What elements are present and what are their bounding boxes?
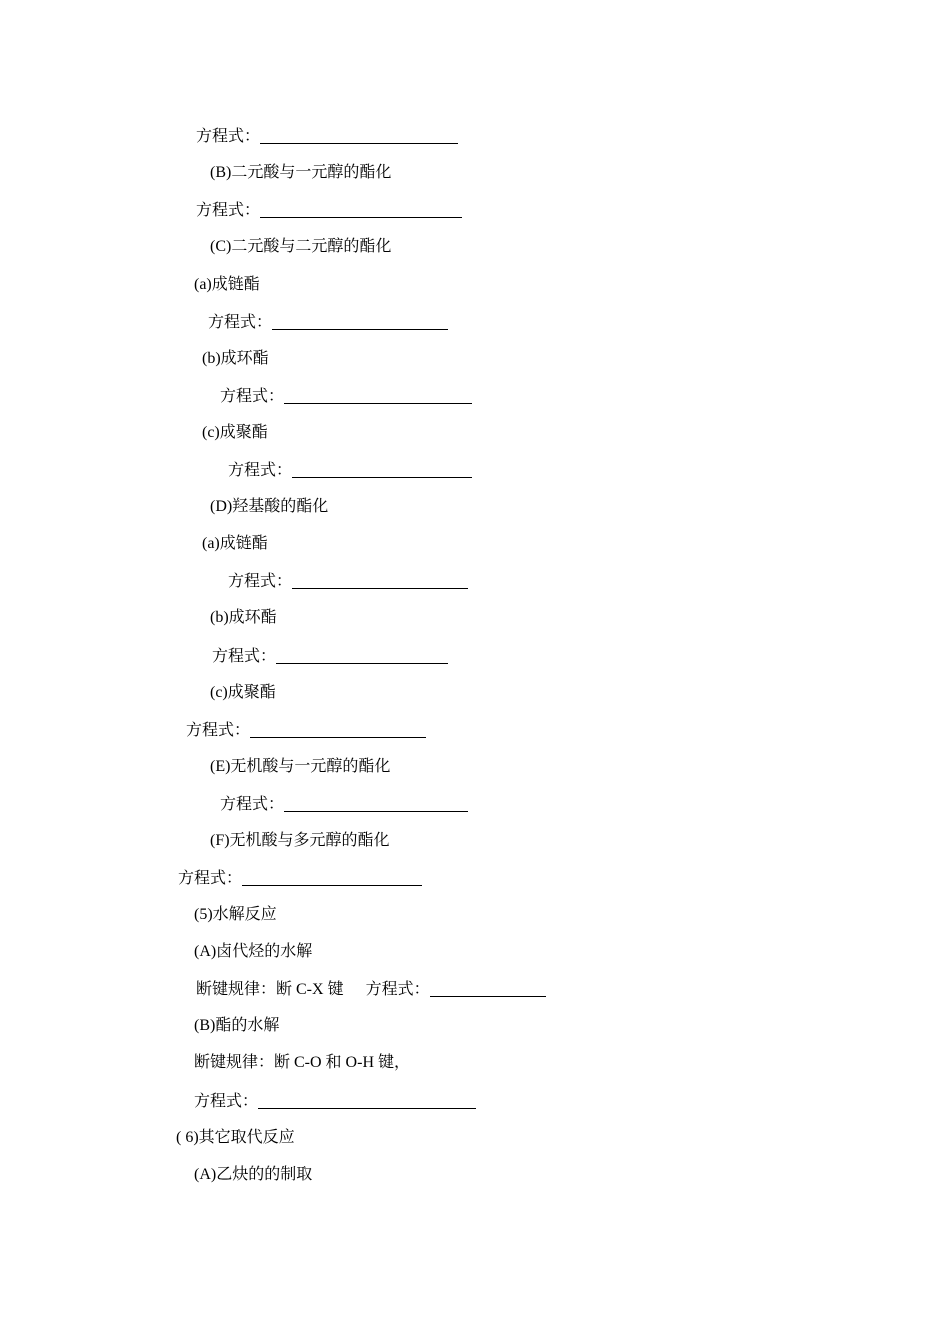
text-line [194,1163,312,1187]
text-line [202,347,269,371]
text-line [186,718,426,742]
answer-blank[interactable] [430,980,546,997]
answer-blank[interactable] [272,313,448,330]
text-line [208,310,448,334]
text-line [178,866,422,890]
text-line [194,1089,476,1113]
text-line [194,1051,410,1075]
text-line [202,532,268,556]
equation-label: 方程式： [212,648,277,665]
equation-label: 方程式： [186,722,251,739]
text-line [210,606,277,630]
section-heading: (5)水解反应 [194,906,277,923]
equation-label: 方程式： [220,388,285,405]
equation-label: 方程式： [196,202,261,219]
text-line [196,198,462,222]
section-heading: (E)无机酸与一元醇的酯化 [210,758,391,775]
text-line [210,235,391,259]
equation-label: 方程式： [228,573,293,590]
equation-label: 方程式： [365,981,430,998]
section-heading: (B)酯的水解 [194,1017,280,1034]
text-line [194,903,277,927]
section-heading: (F)无机酸与多元醇的酯化 [210,832,390,849]
answer-blank[interactable] [284,795,468,812]
text-line [220,792,468,816]
sub-heading: (c)成聚酯 [202,424,268,441]
text-line [202,421,268,445]
sub-heading: (b)成环酯 [210,609,277,626]
text-line [176,1126,295,1150]
answer-blank[interactable] [260,127,458,144]
sub-heading: (a)成链酯 [202,535,268,552]
text-line [194,1014,279,1038]
text-line [228,569,468,593]
bond-rule: 断键规律：断 C-X 键 [196,981,344,998]
answer-blank[interactable] [242,869,422,886]
text-line [212,644,448,668]
text-line [194,940,312,964]
section-heading: (B)二元酸与一元醇的酯化 [210,164,392,181]
text-line [210,755,390,779]
text-line [210,829,390,853]
sub-heading: (b)成环酯 [202,350,269,367]
answer-blank[interactable] [292,572,468,589]
text-line [194,273,260,297]
answer-blank[interactable] [260,201,462,218]
text-line [210,495,328,519]
text-line [196,977,546,1001]
sub-heading: (a)成链酯 [194,276,260,293]
section-heading: (A)乙炔的的制取 [194,1166,313,1183]
answer-blank[interactable] [258,1092,476,1109]
answer-blank[interactable] [276,647,448,664]
section-heading: ( 6)其它取代反应 [176,1129,295,1146]
equation-label: 方程式： [228,462,293,479]
text-line [210,161,391,185]
text-line [228,458,472,482]
equation-label: 方程式： [220,796,285,813]
section-heading: (C)二元酸与二元醇的酯化 [210,238,392,255]
answer-blank[interactable] [284,387,472,404]
text-line [196,124,458,148]
text-line [220,384,472,408]
sub-heading: (c)成聚酯 [210,684,276,701]
bond-rule: 断键规律：断 C-O 和 O-H 键， [194,1054,410,1071]
equation-label: 方程式： [194,1093,259,1110]
section-heading: (A)卤代烃的水解 [194,943,313,960]
answer-blank[interactable] [250,721,426,738]
equation-label: 方程式： [208,314,273,331]
text-line [210,681,276,705]
equation-label: 方程式： [178,870,243,887]
equation-label: 方程式： [196,128,261,145]
answer-blank[interactable] [292,461,472,478]
section-heading: (D)羟基酸的酯化 [210,498,329,515]
